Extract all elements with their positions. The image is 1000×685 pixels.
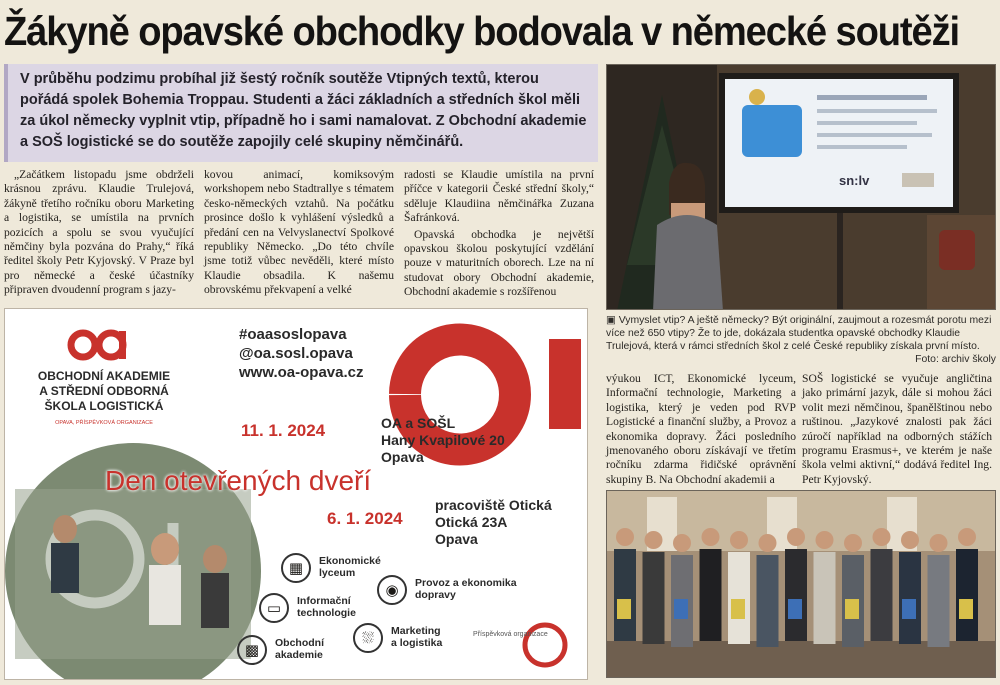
person-figure	[614, 549, 636, 641]
person-figure	[785, 549, 807, 641]
instagram-handle[interactable]: @oa.sosl.opava	[239, 345, 353, 362]
school-subtitle: OPAVA, PŘÍSPĚVKOVÁ ORGANIZACE	[55, 420, 153, 426]
program-label: Provoz a ekonomika	[415, 577, 517, 589]
event-place-1	[381, 415, 505, 466]
caption-text: Vymyslet vtip? A ještě německy? Být originální, zaujmout a rozesmát porotu mezi více než 650 vtipy? Že to jde, dokázala studentka opavské obchodky Klaudie Trulejová, která v rámci středních škol z celé České republiky získala první místo.	[606, 315, 992, 352]
event-date-1: 11. 1. 2024	[241, 421, 326, 440]
person-head	[673, 534, 691, 552]
person-figure	[728, 552, 750, 644]
program-label: technologie	[297, 607, 356, 619]
award-certificate	[902, 599, 916, 619]
person-head	[616, 528, 634, 546]
person-head	[844, 534, 862, 552]
person-figure	[871, 549, 893, 641]
chart-board-icon: ▦	[281, 553, 311, 583]
contact-block	[239, 325, 363, 382]
photo-illustration	[607, 65, 996, 310]
person-figure	[956, 549, 978, 641]
person-head	[901, 531, 919, 549]
article-text: výukou ICT, Ekonomické lyceum, Informační technologie, Marketing a logistika, který je veden pod RVP Logistické a finanční služby, a Provoz a ekonomika dopravy. Žáci posledního jmenovaného oboru získávají ve třetím ročníku zdarma řidičské oprávnění skupiny B. Na Obchodní akademii a	[606, 372, 796, 486]
place-line: Opava	[435, 531, 478, 547]
event-date-2: 6. 1. 2024	[327, 509, 403, 528]
award-certificate	[731, 599, 745, 619]
photo-caption	[606, 314, 996, 364]
oa-logo-icon	[67, 327, 129, 363]
article-text: kovou animací, komiksovým workshopem nebo Stadtrallye s tématem česko-německých vztahů. Na počátku prosince došlo k vyhlášení výsledků a předání cen na Velvyslanectví Spolkové republiky Německo. „Do této chvíle jsme totiž vůbec nevěděli, které místo Klaudie obsadila. K našemu obrovskému překvapení a velké	[204, 168, 394, 297]
article-column-4	[606, 372, 796, 489]
article-text: Opavská obchodka je největší opavskou školou poskytující vzdělání pouze v maturitních oborech. Lze na ní studovat obory Obchodní akademie, Obchodní akademie s rozšířenou	[404, 227, 594, 299]
person-head	[730, 531, 748, 549]
camera-icon: ▣	[606, 315, 616, 326]
program-label: Obchodní	[275, 637, 324, 649]
school-name-line: A STŘEDNÍ ODBORNÁ	[39, 384, 169, 398]
screen-logo: sn:lv	[839, 173, 870, 188]
school-name	[19, 369, 189, 431]
school-name-line: ŠKOLA LOGISTICKÁ	[44, 399, 164, 413]
program-label: Ekonomické	[319, 555, 381, 567]
award-certificate	[674, 599, 688, 619]
photo-credit: Foto: archiv školy	[915, 354, 996, 365]
hashtag: #oaasoslopava	[239, 326, 347, 343]
person-head	[873, 528, 891, 546]
person-figure	[899, 552, 921, 644]
person-head	[816, 531, 834, 549]
article-text: radosti se Klaudie umístila na první příčce v kategorii České střední školy,“ sděluje Klaudiina němčinářka Zuzana Šafránková.	[404, 168, 594, 225]
truck-icon: ⛆	[353, 623, 383, 653]
program-label: Marketing	[391, 625, 441, 637]
website-link[interactable]: www.oa-opava.cz	[239, 364, 364, 381]
program-label: lyceum	[319, 567, 356, 579]
photo-group-awards	[606, 490, 996, 678]
article-column-1	[4, 168, 194, 300]
program-label: akademie	[275, 649, 323, 661]
award-certificate	[959, 599, 973, 619]
person-figure	[757, 555, 779, 647]
article-column-3	[404, 168, 594, 302]
article-column-2	[204, 168, 394, 300]
event-place-2	[435, 497, 552, 548]
person-head	[958, 528, 976, 546]
place-line: pracoviště Otická	[435, 497, 552, 513]
footer-note: Příspěvková organizace	[473, 631, 548, 638]
program-label: dopravy	[415, 589, 456, 601]
person-head	[645, 531, 663, 549]
school-name-line: OBCHODNÍ AKADEMIE	[37, 369, 171, 383]
person-head	[702, 528, 720, 546]
person-head	[930, 534, 948, 552]
event-title: Den otevřených dveří	[105, 465, 372, 496]
person-head	[787, 528, 805, 546]
headline: Žákyně opavské obchodky bodovala v německé soutěži	[4, 8, 960, 54]
bar-chart-icon: ▩	[237, 635, 267, 665]
globe-icon: ◉	[377, 575, 407, 605]
computer-icon: ▭	[259, 593, 289, 623]
article-text: SOŠ logistické se vyučuje angličtina jako primární jazyk, dále si mohou žáci volit mezi němčinou, španělštinou nebo ruštinou. „Jazykové znalosti pak žáci zúročí například na odborných stážích programu Erasmus+, ve kterém je naše škola velmi aktivní,“ dodává ředitel Ing. Petr Kyjovský.	[802, 372, 992, 486]
place-line: Hany Kvapilové 20	[381, 432, 505, 448]
lead-paragraph: V průběhu podzimu probíhal již šestý ročník soutěže Vtipných textů, kterou pořádá spolek Bohemia Troppau. Studenti a žáci základních a středních škol měli za úkol německy vyplnit vtip, případně ho i sami namalovat. Z Obchodní akademie a SOŠ logistické se do soutěže zapojily celé skupiny němčinářů.	[4, 64, 598, 162]
award-certificate	[617, 599, 631, 619]
photo-student-with-screen	[606, 64, 996, 310]
person-figure	[814, 552, 836, 644]
award-certificate	[845, 599, 859, 619]
person-head	[759, 534, 777, 552]
group-photo-illustration	[607, 491, 996, 678]
person-figure	[700, 549, 722, 641]
article-text: „Začátkem listopadu jsme obdrželi krásnou zprávu. Klaudie Trulejová, žákyně třetího ročníku oboru Marketing a logistika, se umístila na prvních pozicích a spolu se svou vyučující němčiny byla pozvána do Prahy,“ říká ředitel školy Petr Kyjovský. V Praze byl pro německé a české účastníky připraven dvoudenní program s jazy-	[4, 168, 194, 297]
place-line: OA a SOŠL	[381, 415, 456, 431]
place-line: Otická 23A	[435, 514, 508, 530]
program-label: a logistika	[391, 637, 443, 649]
person-figure	[928, 555, 950, 647]
person-figure	[643, 552, 665, 644]
program-label: Informační	[297, 595, 351, 607]
article-column-5	[802, 372, 992, 489]
award-certificate	[788, 599, 802, 619]
place-line: Opava	[381, 449, 424, 465]
school-advertisement	[4, 308, 588, 680]
